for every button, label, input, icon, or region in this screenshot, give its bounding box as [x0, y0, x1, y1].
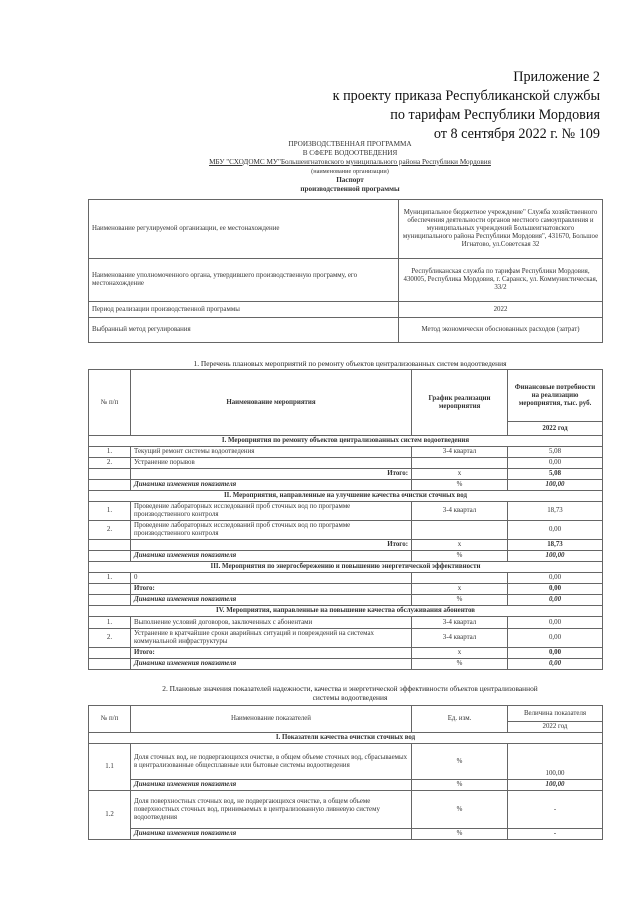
- group-title-row: [89, 606, 603, 617]
- indicator-num: 1.2: [89, 791, 131, 840]
- group-title: II. Мероприятия, направленные на улучшение качества очистки сточных вод: [89, 491, 603, 502]
- measure-num: 1.: [89, 502, 131, 521]
- measure-name: Проведение лабораторных исследований проб сточных вод по программе производственного контроля: [131, 521, 412, 540]
- indicator-value: -: [508, 791, 603, 829]
- dynamics-label: Динамика изменения показателя: [131, 480, 412, 491]
- group-title-row: [89, 562, 603, 573]
- measure-schedule: 3-4 квартал: [412, 502, 508, 521]
- total-row: [89, 584, 603, 595]
- indicator-row: [89, 744, 603, 780]
- total-row: [89, 540, 603, 551]
- passport-row: [89, 259, 603, 302]
- total-x: х: [412, 648, 508, 659]
- measure-value: 0,00: [508, 573, 603, 584]
- measure-row: [89, 447, 603, 458]
- measure-value: 0,00: [508, 521, 603, 540]
- appendix-line: к проекту приказа Республиканской службы: [332, 88, 600, 104]
- passport-subtitle: производственной программы: [300, 185, 400, 193]
- dynamics-label: Динамика изменения показателя: [131, 829, 412, 840]
- indicator-value: 100,00: [508, 744, 603, 780]
- col-finance-header: Финансовые потребности на реализацию мероприятия, тыс. руб.: [508, 370, 603, 422]
- dynamics-row: [89, 551, 603, 562]
- indicator-row: [89, 791, 603, 829]
- empty-cell: [89, 648, 131, 659]
- section2-title: [90, 684, 610, 702]
- empty-cell: [89, 659, 131, 670]
- measures-header-row: [89, 370, 603, 422]
- passport-row: [89, 318, 603, 343]
- measure-value: 0,00: [508, 458, 603, 469]
- indicator-unit: %: [412, 744, 508, 780]
- dynamics-unit: %: [412, 551, 508, 562]
- group-title: I. Показатели качества очистки сточных вод: [89, 733, 603, 744]
- passport-table: [88, 199, 603, 343]
- passport-value: Республиканская служба по тарифам Республики Мордовия, 430005, Республика Мордовия, г. Саранск, ул. Коммунистическая, 33/2: [399, 259, 603, 302]
- dynamics-value: 0,00: [508, 595, 603, 606]
- measure-schedule: 3-4 квартал: [412, 617, 508, 629]
- organization-caption: (наименование организации): [311, 168, 389, 175]
- dynamics-value: -: [508, 829, 603, 840]
- total-label: Итого:: [131, 540, 412, 551]
- empty-cell: [89, 469, 131, 480]
- passport-label: Наименование уполномоченного органа, утвердившего производственную программу, его местонахождение: [89, 259, 399, 302]
- measure-name: Выполнение условий договоров, заключенных с абонентами: [131, 617, 412, 629]
- dynamics-label: Динамика изменения показателя: [131, 659, 412, 670]
- col-year-header: 2022 год: [508, 422, 603, 436]
- group-title-row: [89, 733, 603, 744]
- indicator-name: Доля поверхностных сточных вод, не подвергающихся очистке, в общем объеме поверхностных сточных вод, принимаемых в централизованную ливневую систему водоотведения: [131, 791, 412, 829]
- total-row: [89, 469, 603, 480]
- measure-row: [89, 502, 603, 521]
- total-label: Итого:: [131, 469, 412, 480]
- measure-schedule: [412, 521, 508, 540]
- organization-name: МБУ "СХОДОМС МУ"Большеигнатовского муниципального района Республики Мордовия: [209, 158, 491, 166]
- measure-schedule: 3-4 квартал: [412, 447, 508, 458]
- measure-row: [89, 617, 603, 629]
- passport-label: Период реализации производственной программы: [89, 302, 399, 318]
- indicator-unit: %: [412, 791, 508, 829]
- col-num-header: № п/п: [89, 706, 131, 733]
- indicators-table: [88, 705, 603, 840]
- appendix-line: по тарифам Республики Мордовия: [390, 107, 600, 123]
- indicator-num: 1.1: [89, 744, 131, 791]
- group-title-row: [89, 436, 603, 447]
- passport-row: [89, 302, 603, 318]
- measure-value: 0,00: [508, 617, 603, 629]
- measure-row: [89, 521, 603, 540]
- section1-title: 1. Перечень плановых мероприятий по ремонту объектов централизованных систем водоотведения: [193, 359, 507, 368]
- measure-name: Устранение порывов: [131, 458, 412, 469]
- group-title: III. Мероприятия по энергосбережению и повышению энергетической эффективности: [89, 562, 603, 573]
- dynamics-row: [89, 595, 603, 606]
- measures-table: [88, 369, 603, 670]
- dynamics-label: Динамика изменения показателя: [131, 595, 412, 606]
- measure-value: 5,08: [508, 447, 603, 458]
- passport-label: Выбранный метод регулирования: [89, 318, 399, 343]
- dynamics-unit: %: [412, 829, 508, 840]
- total-value: 0,00: [508, 584, 603, 595]
- total-label: Итого:: [131, 584, 412, 595]
- total-x: х: [412, 540, 508, 551]
- passport-value: 2022: [399, 302, 603, 318]
- empty-cell: [89, 480, 131, 491]
- dynamics-value: 100,00: [508, 551, 603, 562]
- dynamics-unit: %: [412, 659, 508, 670]
- total-x: х: [412, 469, 508, 480]
- measure-num: 1.: [89, 573, 131, 584]
- dynamics-row: [89, 659, 603, 670]
- appendix-line: от 8 сентября 2022 г. № 109: [433, 126, 600, 142]
- dynamics-row: [89, 480, 603, 491]
- measure-num: 2.: [89, 521, 131, 540]
- total-value: 0,00: [508, 648, 603, 659]
- passport-label: Наименование регулируемой организации, ее местонахождение: [89, 200, 399, 259]
- measure-row: [89, 573, 603, 584]
- dynamics-row: [89, 829, 603, 840]
- empty-cell: [89, 595, 131, 606]
- dynamics-row: [89, 780, 603, 791]
- total-value: 18,73: [508, 540, 603, 551]
- measure-row: [89, 629, 603, 648]
- measure-num: 2.: [89, 629, 131, 648]
- passport-value: Муниципальное бюджетное учреждение" Служба хозяйственного обеспечения деятельности органов местного самоуправления и муниципальных учреждений Большеигнатовского муниципального района Республики Мордовия", 431670, Большое Игнатово, ул.Советская 32: [399, 200, 603, 259]
- appendix-header: [333, 68, 600, 144]
- col-name-header: Наименование мероприятия: [131, 370, 412, 436]
- total-x: х: [412, 584, 508, 595]
- dynamics-label: Динамика изменения показателя: [131, 551, 412, 562]
- section2-title-line: системы водоотведения: [312, 693, 388, 702]
- measure-name: 0: [131, 573, 412, 584]
- passport-title: Паспорт: [336, 176, 364, 184]
- col-schedule-header: График реализации мероприятия: [412, 370, 508, 436]
- col-year-header: 2022 год: [508, 722, 603, 733]
- section2-title-line: 2. Плановые значения показателей надежности, качества и энергетической эффективности объектов централизованной: [162, 684, 538, 693]
- empty-cell: [89, 584, 131, 595]
- col-num-header: № п/п: [89, 370, 131, 436]
- indicators-header-row: [89, 706, 603, 722]
- indicator-name: Доля сточных вод, не подвергающихся очистке, в общем объеме сточных вод, сбрасываемых в централизованные общесплавные или бытовые системы водоотведения: [131, 744, 412, 780]
- measure-schedule: [412, 573, 508, 584]
- dynamics-value: 0,00: [508, 659, 603, 670]
- col-value-header: Величина показателя: [508, 706, 603, 722]
- group-title: IV. Мероприятия, направленные на повышение качества обслуживания абонентов: [89, 606, 603, 617]
- program-header: [90, 140, 610, 194]
- measure-name: Устранение в кратчайшие сроки аварийных ситуаций и повреждений на системах коммунальной инфраструктуры: [131, 629, 412, 648]
- col-name-header: Наименование показателей: [131, 706, 412, 733]
- col-unit-header: Ед. изм.: [412, 706, 508, 733]
- measure-value: 0,00: [508, 629, 603, 648]
- measure-name: Текущий ремонт системы водоотведения: [131, 447, 412, 458]
- measure-num: 1.: [89, 447, 131, 458]
- measure-value: 18,73: [508, 502, 603, 521]
- dynamics-unit: %: [412, 480, 508, 491]
- program-title: ПРОИЗВОДСТВЕННАЯ ПРОГРАММА: [288, 140, 412, 148]
- total-label: Итого:: [131, 648, 412, 659]
- measure-schedule: [412, 458, 508, 469]
- total-row: [89, 648, 603, 659]
- empty-cell: [89, 540, 131, 551]
- group-title-row: [89, 491, 603, 502]
- group-title: I. Мероприятия по ремонту объектов централизованных систем водоотведения: [89, 436, 603, 447]
- dynamics-value: 100,00: [508, 780, 603, 791]
- appendix-line: Приложение 2: [513, 69, 600, 85]
- dynamics-label: Динамика изменения показателя: [131, 780, 412, 791]
- measure-name: Проведение лабораторных исследований проб сточных вод по программе производственного контроля: [131, 502, 412, 521]
- passport-value: Метод экономически обоснованных расходов (затрат): [399, 318, 603, 343]
- dynamics-unit: %: [412, 595, 508, 606]
- measure-row: [89, 458, 603, 469]
- dynamics-value: 100,00: [508, 480, 603, 491]
- measure-num: 2.: [89, 458, 131, 469]
- program-subtitle: В СФЕРЕ ВОДООТВЕДЕНИЯ: [302, 149, 398, 157]
- total-value: 5,08: [508, 469, 603, 480]
- dynamics-unit: %: [412, 780, 508, 791]
- measure-schedule: 3-4 квартал: [412, 629, 508, 648]
- empty-cell: [89, 551, 131, 562]
- passport-row: [89, 200, 603, 259]
- measure-num: 1.: [89, 617, 131, 629]
